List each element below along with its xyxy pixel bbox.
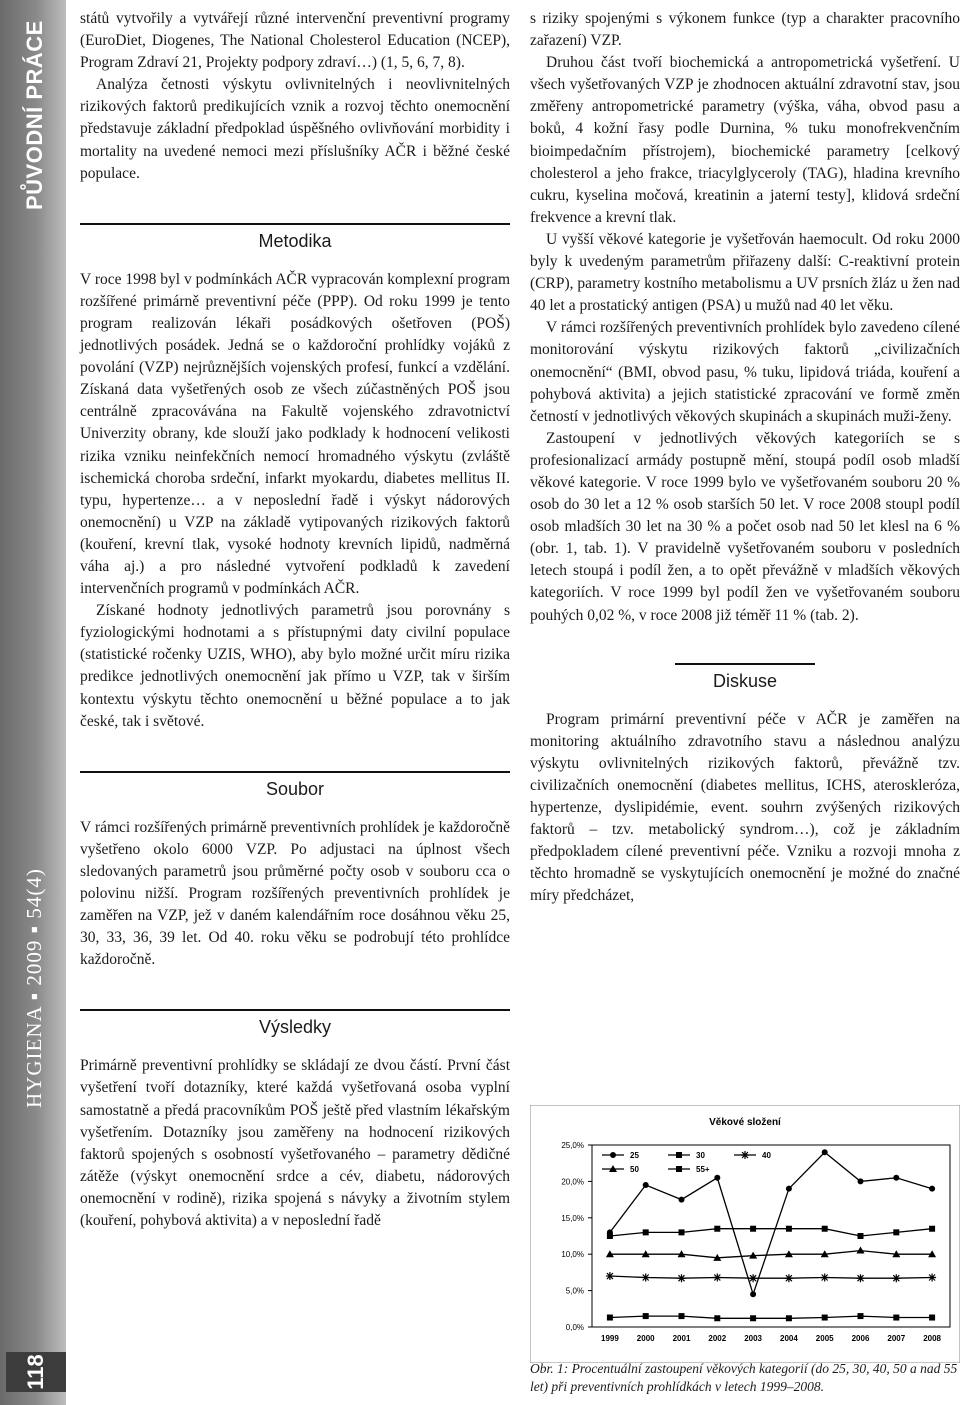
section-label: PŮVODNÍ PRÁCE bbox=[22, 20, 47, 210]
x-tick-label: 2004 bbox=[780, 1334, 798, 1343]
data-point-25 bbox=[643, 1182, 649, 1188]
x-tick-label: 2000 bbox=[636, 1334, 655, 1343]
y-tick-label: 0,0% bbox=[565, 1323, 584, 1332]
x-tick-label: 2001 bbox=[672, 1334, 691, 1343]
y-tick-label: 20,0% bbox=[561, 1177, 584, 1187]
data-point-55+ bbox=[858, 1313, 864, 1319]
y-tick-label: 15,0% bbox=[561, 1213, 584, 1223]
data-point-40 bbox=[642, 1273, 650, 1281]
right-column bbox=[530, 8, 960, 907]
intro-paragraph-1: států vytvořily a vytvářejí různé intervenční preventivní programy (EuroDiet, Diogenes, The National Cholesterol Education (NCEP), Program Zdraví 21, Projekty podpory zdraví…) (1, 5, 6, 7, 8). bbox=[80, 10, 510, 72]
legend-label-25: 25 bbox=[630, 1151, 639, 1160]
data-point-25 bbox=[679, 1197, 685, 1203]
data-point-25 bbox=[714, 1175, 720, 1181]
data-point-55+ bbox=[822, 1315, 828, 1321]
age-composition-chart bbox=[530, 1105, 960, 1363]
soubor-paragraph: V rámci rozšířených primárně preventivních prohlídek je každoročně vyšetřeno okolo 6000 VZP. Po adjustaci na úplnost všech sledovaných parametrů jsou průměrné počty osob v souboru cca o polovinu nižší. Program rozšířených preventivních prohlídek je zaměřen na VZP, jež v daném kalendářním roce dosáhnou věku 25, 30, 33, 36, 39 let. Od 40. roku věku se podrobují této prohlídce každoročně. bbox=[80, 818, 510, 969]
data-point-40 bbox=[821, 1273, 829, 1281]
legend-marker-30 bbox=[676, 1152, 682, 1158]
data-point-30 bbox=[893, 1229, 899, 1235]
data-point-55+ bbox=[679, 1313, 685, 1319]
vysledky-heading: Výsledky bbox=[80, 1009, 510, 1039]
y-tick-label: 25,0% bbox=[561, 1141, 584, 1150]
diskuse-paragraph: Program primární preventivní péče v AČR je zaměřen na monitoring aktuálního zdravotního stavu a následnou analýzu výskytu ovlivnitelných rizikových faktorů, převážně tzv. civilizačních onemocnění (diabetes mellitus, ICHS, ateroskleróza, hypertenze, dyslipidémie, event. souhrn zvýšených rizikových faktorů – tzv. metabolický syndrom…), což je základním předpokladem cílené preventivní péče. Vzniku a rozvoji mnoha z těchto hromadně se vyskytujících onemocnění je možné do značné míry předcházet, bbox=[530, 710, 960, 905]
right-paragraph-3: U vyšší věkové kategorie je vyšetřován haemocult. Od roku 2000 byly k uvedeným parametrům přiřazeny další: C-reaktivní protein (CRP), parametry kostního metabolismu a UV prsních žláz u žen nad 40 let a prostatický antigen (PSA) u mužů nad 40 let věku. bbox=[530, 230, 960, 315]
data-point-30 bbox=[786, 1226, 792, 1232]
right-paragraph-2: Druhou část tvoří biochemická a antropometrická vyšetření. U všech vyšetřovaných VZP je zhodnocen aktuální zdravotní stav, jsou změřeny antropometrické parametry (výška, váha, obvod pasu a boků, 4 kožní řasy podle Durnina, % tuku monofrekvenčním bioimpedačním přístrojem), biochemické parametry [celkový cholesterol a jeho frakce, triacylglyceroly (TAG), hladina krevního cukru, kyselina močová, kreatinin a jaterní testy], klidová srdeční frekvence a krevní tlak. bbox=[530, 54, 960, 226]
figure-1 bbox=[530, 1105, 960, 1363]
legend-label-55+: 55+ bbox=[696, 1165, 710, 1174]
x-tick-label: 2005 bbox=[815, 1334, 834, 1343]
left-column bbox=[80, 8, 510, 1232]
data-point-40 bbox=[785, 1274, 793, 1282]
page-number-text: 118 bbox=[23, 1354, 48, 1390]
data-point-55+ bbox=[750, 1315, 756, 1321]
x-tick-label: 1999 bbox=[601, 1334, 619, 1343]
data-point-30 bbox=[607, 1233, 613, 1239]
data-point-40 bbox=[606, 1272, 614, 1280]
soubor-heading: Soubor bbox=[80, 771, 510, 801]
data-point-40 bbox=[892, 1274, 900, 1282]
data-point-55+ bbox=[714, 1315, 720, 1321]
data-point-25 bbox=[893, 1175, 899, 1181]
intro-paragraph-2: Analýza četnosti výskytu ovlivnitelných i neovlivnitelných rizikových faktorů predikujících vznik a rozvoj těchto onemocnění představuje základní předpoklad úspěšného ovlivňování morbidity i mortality na uvedené nemoci mezi příslušníky AČR i běžné české populace. bbox=[80, 76, 510, 182]
data-point-30 bbox=[822, 1226, 828, 1232]
right-paragraph-5: Zastoupení v jednotlivých věkových kategoriích se s profesionalizací armády postupně mění, stoupá podíl osob mladší věkové kategorie. V roce 1999 bylo ve vyšetřovaném souboru 20 % osob do 30 let a 12 % osob starších 50 let. V roce 2008 stoupl podíl osob mladších 30 let na 30 % a počet osob nad 50 let klesl na 6 % (obr. 1, tab. 1). V pravidelně vyšetřovaném souboru v posledních letech stoupá i podíl žen, a to opět převážně v mladších věkových kategoriích. V roce 1999 byl podíl žen ve vyšetřovaném souboru pouhých 0,02 %, v roce 2008 již téměř 11 % (tab. 2). bbox=[530, 429, 960, 624]
data-point-40 bbox=[928, 1273, 936, 1281]
x-tick-label: 2002 bbox=[708, 1334, 727, 1343]
data-point-40 bbox=[678, 1274, 686, 1282]
data-point-30 bbox=[858, 1233, 864, 1239]
data-point-55+ bbox=[893, 1315, 899, 1321]
data-point-25 bbox=[858, 1178, 864, 1184]
legend-marker-40 bbox=[741, 1151, 749, 1159]
data-point-40 bbox=[713, 1273, 721, 1281]
data-point-40 bbox=[857, 1274, 865, 1282]
data-point-55+ bbox=[786, 1315, 792, 1321]
y-tick-label: 10,0% bbox=[561, 1250, 584, 1260]
data-point-25 bbox=[750, 1291, 756, 1297]
data-point-30 bbox=[714, 1226, 720, 1232]
right-paragraph-4: V rámci rozšířených preventivních prohlídek bylo zavedeno cílené monitorování výskytu rizikových faktorů „civilizačních onemocnění“ (BMI, obvod pasu, % tuku, lipidová triáda, kouření a pohybová aktivita) a jejich statistické zpracování ve formě změn četností v jednotlivých věkových skupinách a skupinách muži-ženy. bbox=[530, 319, 960, 425]
chart-title: Věkové složení bbox=[709, 1117, 781, 1128]
data-point-30 bbox=[643, 1229, 649, 1235]
x-tick-label: 2006 bbox=[851, 1334, 870, 1343]
legend-marker-55+ bbox=[676, 1166, 682, 1172]
journal-label: HYGIENA ▪ 2009 ▪ 54(4) bbox=[22, 868, 46, 1108]
x-tick-label: 2007 bbox=[887, 1334, 906, 1343]
diskuse-heading: Diskuse bbox=[675, 663, 815, 693]
data-point-40 bbox=[749, 1274, 757, 1282]
sidebar bbox=[0, 0, 66, 1405]
metodika-heading: Metodika bbox=[80, 223, 510, 253]
right-paragraph-1: s riziky spojenými s výkonem funkce (typ a charakter pracovního zařazení) VZP. bbox=[530, 10, 960, 50]
legend-marker-25 bbox=[610, 1152, 616, 1158]
legend-label-50: 50 bbox=[630, 1165, 639, 1174]
x-tick-label: 2008 bbox=[923, 1334, 941, 1343]
figure-caption: Obr. 1: Procentuální zastoupení věkových kategorií (do 25, 30, 40, 50 a nad 55 let) při preventivních prohlídkách v letech 1999–2008. bbox=[530, 1361, 958, 1394]
data-point-55+ bbox=[607, 1315, 613, 1321]
data-point-55+ bbox=[929, 1315, 935, 1321]
data-point-25 bbox=[929, 1186, 935, 1192]
data-point-30 bbox=[929, 1226, 935, 1232]
data-point-55+ bbox=[643, 1313, 649, 1319]
metodika-paragraph-2: Získané hodnoty jednotlivých parametrů jsou porovnány s fyziologickými hodnotami a s přístupnými daty civilní populace (statistické ročenky UZIS, WHO), aby bylo možné určit míru rizika predikce jednotlivých onemocnění jak přímo u VZP, tak v širším kontextu výskytu těchto onemocnění u běžné populace a to jak české, tak i světové. bbox=[80, 602, 510, 730]
metodika-paragraph-1: V roce 1998 byl v podmínkách AČR vypracován komplexní program rozšířené primárně preventivní péče (PPP). Od roku 1999 je tento program realizován lékaři posádkových ošetřoven (POŠ) jednotlivých posádek. Jedná se o každoroční prohlídky vojáků z povolání (VZP) nejrůznějších vojenských profesí, funkcí a vzdělání. Získaná data vyšetřených osob ze všech zúčastněných POŠ jsou centrálně zpracovávána na Fakultě vojenského zdravotnictví Univerzity obrany, kde slouží jako podklady k hodnocení velikosti rizika vzniku neinfekčních nemocí hromadného výskytu (zvláště ischemická choroba srdeční, infarkt myokardu, diabetes mellitus II. typu, hypertenze… a v neposlední řadě i výskyt nádorových onemocnění) u VZP na základě vytipovaných rizikových faktorů (kouření, krevní tlak, vysoké hodnoty krevních lipidů, nadměrná váha aj.) a pro následné vytvoření podkladů k zavedení intervenčních programů v podmínkách AČR. bbox=[80, 270, 510, 598]
data-point-30 bbox=[679, 1229, 685, 1235]
vysledky-paragraph: Primárně preventivní prohlídky se skládají ze dvou částí. První část vyšetření tvoří dotazníky, které každá vyšetřovaná osoba vyplní samostatně a předá pracovníkům POŠ ještě před vlastním lékařským vyšetřením. Dotazníky jsou zaměřeny na hodnocení rizikových faktorů spojených s osobností vyšetřovaného – parametry dědičné zátěže (výskyt onemocnění srdce a cév, diabetu, nádorových onemocnění v rodině), rizika spojená s návyky a životním stylem (kouření, pohybová aktivita) a v neposlední řadě bbox=[80, 1057, 510, 1230]
x-tick-label: 2003 bbox=[744, 1334, 762, 1343]
data-point-25 bbox=[822, 1149, 828, 1155]
page-number bbox=[6, 1352, 66, 1392]
y-tick-label: 5,0% bbox=[565, 1286, 584, 1296]
legend-label-40: 40 bbox=[762, 1151, 771, 1160]
data-point-25 bbox=[786, 1186, 792, 1192]
legend-label-30: 30 bbox=[696, 1151, 705, 1160]
data-point-30 bbox=[750, 1226, 756, 1232]
